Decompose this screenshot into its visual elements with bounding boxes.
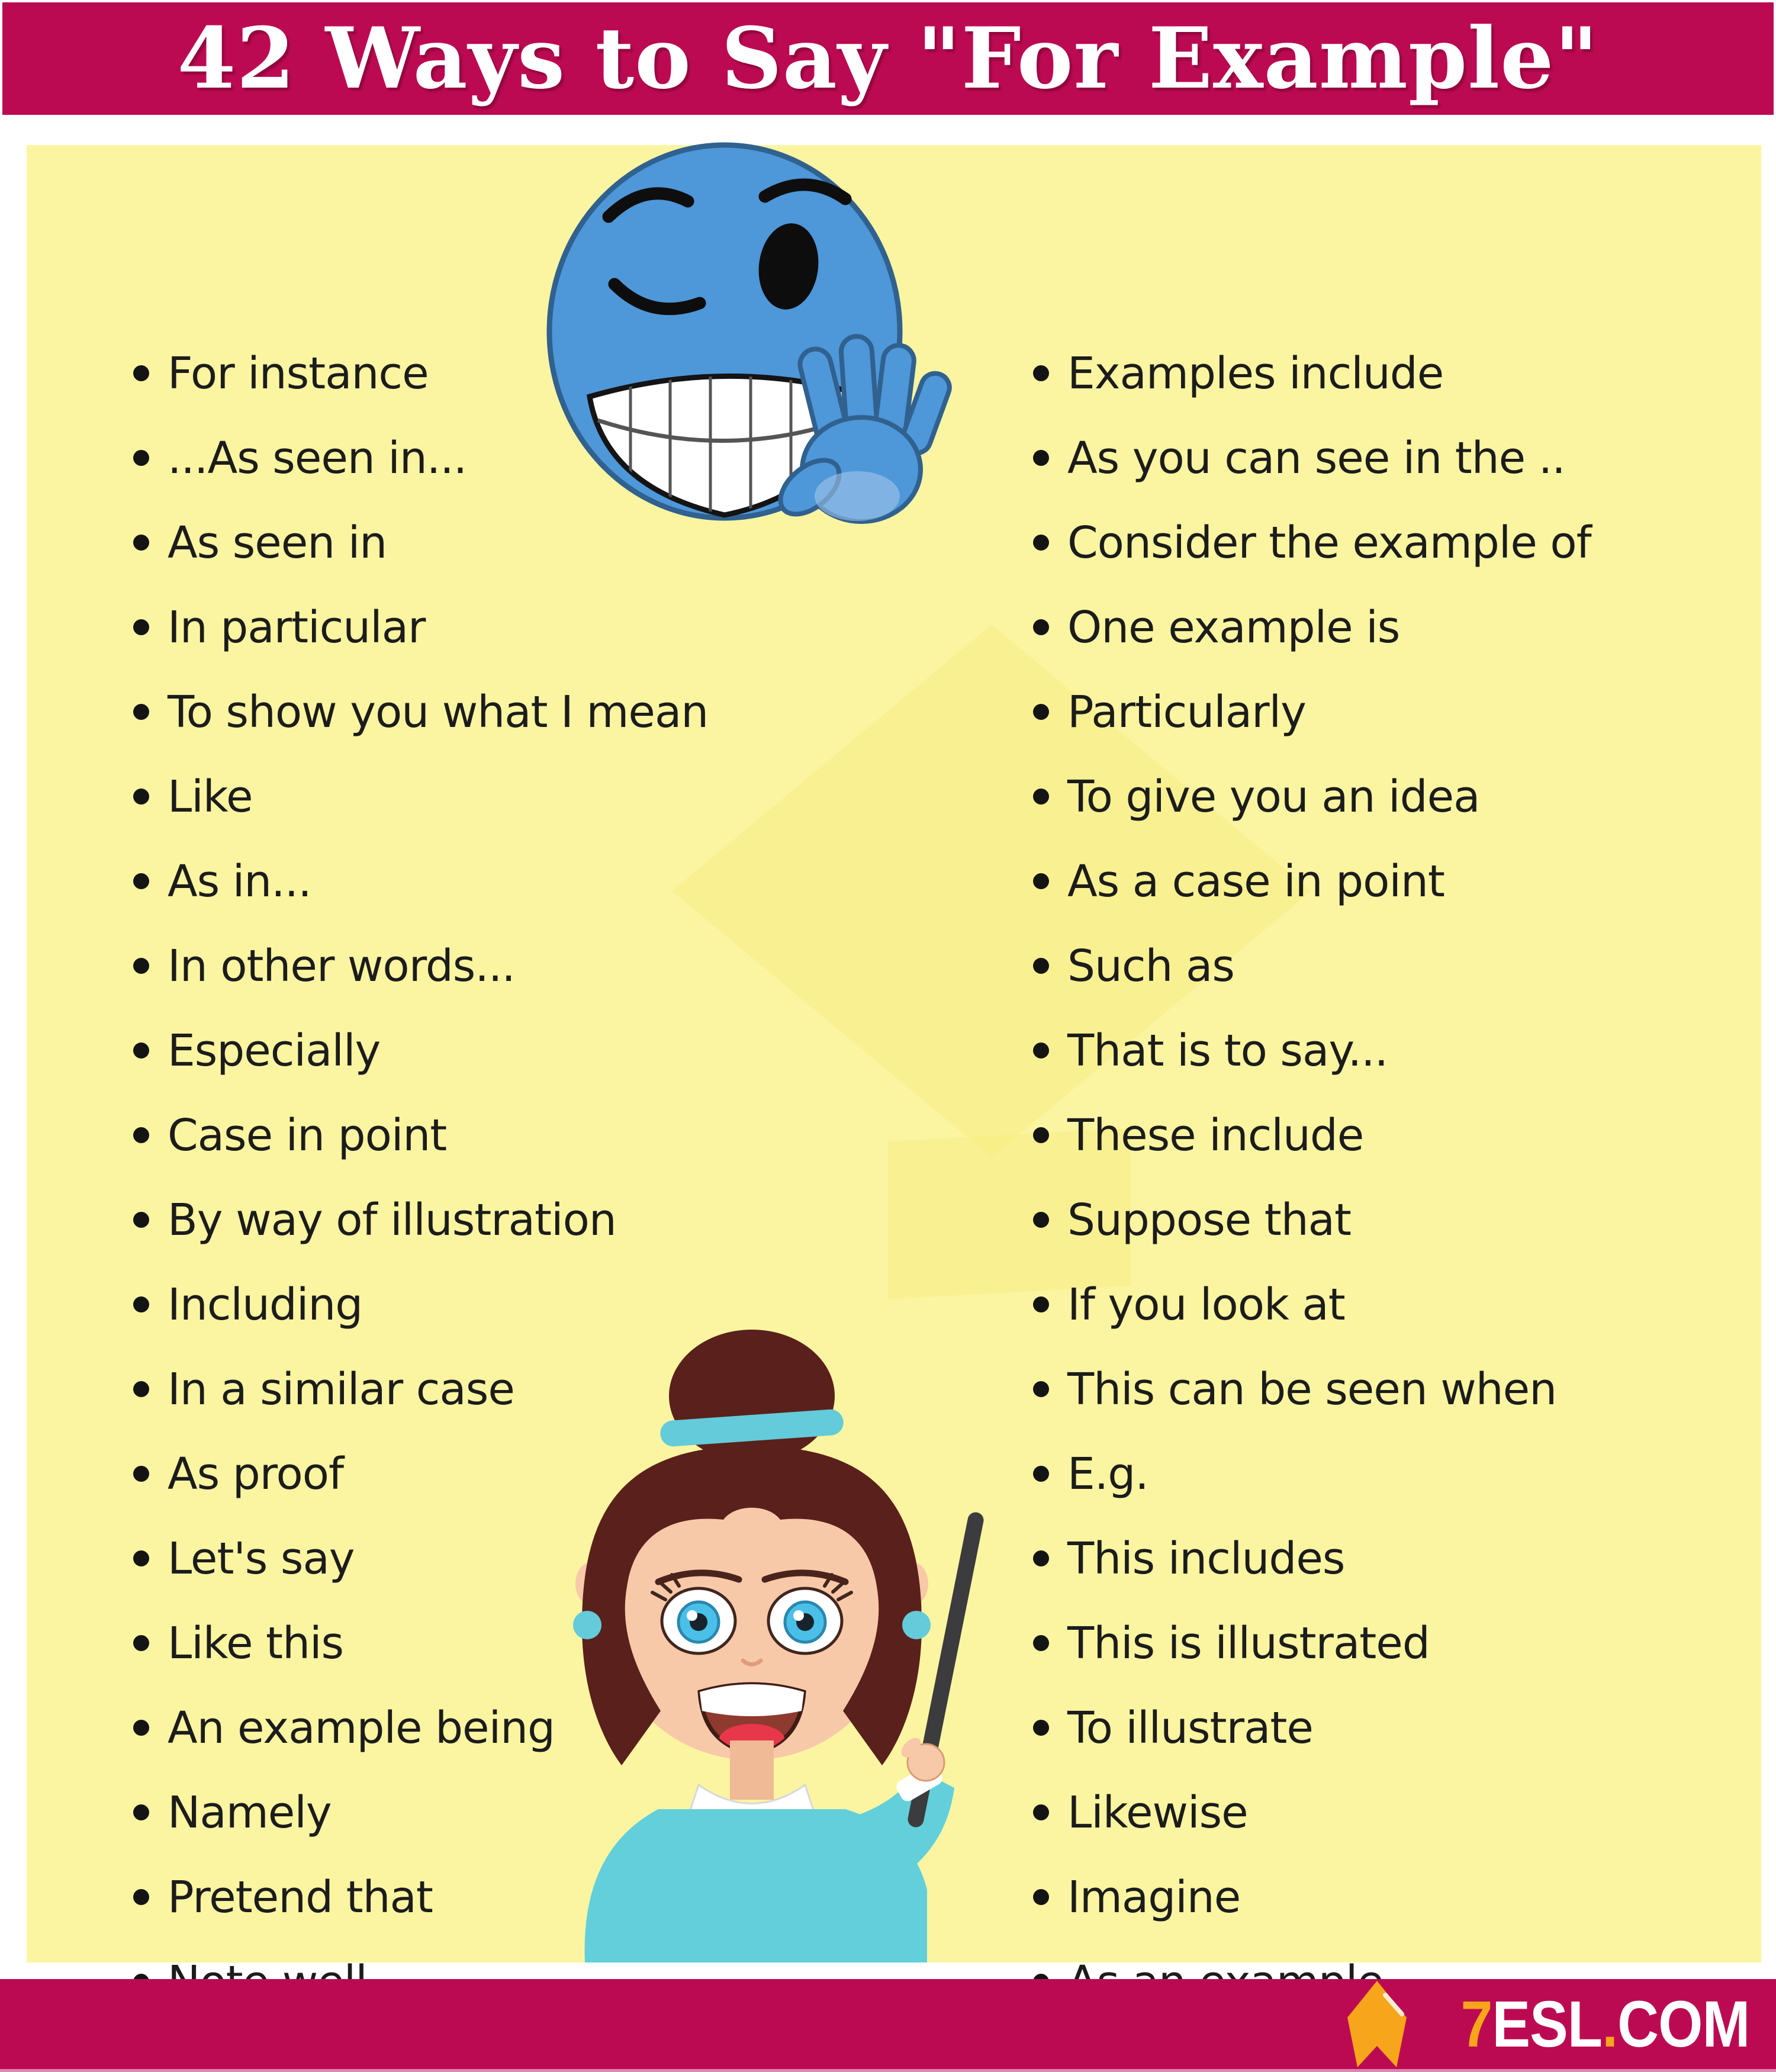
list-item-text: In particular (168, 601, 426, 653)
bullet-icon (133, 450, 149, 466)
bullet-icon (1033, 450, 1049, 466)
list-item-text: These include (1067, 1109, 1364, 1161)
list-item-text: Examples include (1067, 348, 1444, 399)
list-item (1033, 924, 1776, 1008)
list-item-text: This is illustrated (1067, 1617, 1430, 1669)
list-item-text: This can be seen when (1067, 1363, 1557, 1415)
bullet-icon (133, 1635, 149, 1651)
brand-com: COM (1617, 1987, 1749, 2061)
list-item (133, 1008, 962, 1093)
bullet-icon (1033, 1212, 1049, 1228)
list-item-text: Like (168, 771, 253, 822)
list-item-text: Including (168, 1279, 363, 1330)
bullet-icon (1033, 1296, 1049, 1312)
list-item-text: Pretend that (168, 1871, 433, 1923)
bullet-icon (1033, 1127, 1049, 1143)
list-item-text: Especially (168, 1025, 381, 1076)
list-item (1033, 1431, 1776, 1516)
list-item (1033, 1601, 1776, 1685)
list-item-text: As a case in point (1067, 855, 1444, 907)
teacher-icon (503, 1326, 1036, 1962)
bullet-icon (1033, 873, 1049, 889)
bullet-icon (133, 1296, 149, 1312)
list-item-text: Imagine (1067, 1871, 1241, 1923)
list-item (133, 670, 962, 754)
list-item (1033, 585, 1776, 670)
bullet-icon (133, 1127, 149, 1143)
list-item-text: As in... (168, 855, 311, 907)
list-item (1033, 1685, 1776, 1770)
bullet-icon (1033, 958, 1049, 974)
list-item (1033, 1855, 1776, 1939)
list-item-text: Such as (1067, 940, 1234, 992)
list-item (1033, 754, 1776, 839)
list-item-text: Suppose that (1067, 1194, 1351, 1246)
list-item (1033, 670, 1776, 754)
bullet-icon (133, 1212, 149, 1228)
list-item (1033, 1008, 1776, 1093)
brand-logo (1346, 1980, 1749, 2068)
list-item (1033, 500, 1776, 585)
page-title: 42 Ways to Say "For Example" (177, 9, 1599, 108)
list-item-text: As proof (168, 1448, 344, 1500)
brand-diamond-icon (1346, 1980, 1408, 2068)
list-item (133, 1177, 962, 1262)
list-item (1033, 1177, 1776, 1262)
list-item-text: In a similar case (168, 1363, 514, 1415)
bullet-icon (133, 704, 149, 720)
bullet-icon (1033, 789, 1049, 805)
list-item-text: If you look at (1067, 1279, 1345, 1330)
list-item (1033, 1262, 1776, 1347)
list-item (1033, 1093, 1776, 1177)
teacher-hair-bun (659, 1330, 844, 1462)
list-item-text: To give you an idea (1067, 771, 1480, 822)
list-item-text: Likewise (1067, 1787, 1248, 1838)
list-item-text: As you can see in the .. (1067, 432, 1565, 484)
bullet-icon (133, 1381, 149, 1397)
list-item (1033, 416, 1776, 500)
list-item-text: That is to say... (1067, 1025, 1388, 1076)
bullet-icon (133, 1889, 149, 1905)
list-item-text: E.g. (1067, 1448, 1148, 1500)
teacher-left-earring (573, 1611, 601, 1639)
bullet-icon (133, 1043, 149, 1058)
bullet-icon (133, 1466, 149, 1482)
list-item-text: Let's say (168, 1533, 355, 1584)
list-item (133, 754, 962, 839)
bullet-icon (133, 1804, 149, 1820)
bullet-icon (1033, 1043, 1049, 1058)
bullet-icon (1033, 704, 1049, 720)
list-item-text: Like this (168, 1617, 344, 1669)
list-item-text: To illustrate (1067, 1702, 1313, 1754)
list-item-text: Namely (168, 1787, 332, 1838)
winking-emoji-icon (509, 141, 971, 543)
teacher-right-earring (902, 1611, 931, 1639)
brand-esl: ESL (1492, 1987, 1602, 2061)
brand-wordmark (1460, 1987, 1749, 2062)
list-item (133, 1093, 962, 1177)
list-item-text: Consider the example of (1067, 517, 1591, 568)
bullet-icon (1033, 619, 1049, 635)
bullet-icon (133, 365, 149, 381)
bullet-icon (133, 1720, 149, 1736)
phrase-list-right (1033, 331, 1776, 2072)
bullet-icon (1033, 535, 1049, 551)
list-item-text: For instance (168, 348, 429, 399)
list-item-text: Case in point (168, 1109, 447, 1161)
footer-bar (0, 1979, 1776, 2069)
bullet-icon (133, 535, 149, 551)
bullet-icon (133, 873, 149, 889)
list-item (133, 924, 962, 1008)
bullet-icon (1033, 365, 1049, 381)
list-item-text: One example is (1067, 601, 1400, 653)
list-item (133, 585, 962, 670)
list-item-text: ...As seen in... (168, 432, 467, 484)
list-item-text: This includes (1067, 1533, 1345, 1584)
list-item (133, 839, 962, 924)
list-item (1033, 331, 1776, 416)
list-item-text: By way of illustration (168, 1194, 616, 1246)
list-item-text: In other words... (168, 940, 515, 992)
list-item (1033, 1770, 1776, 1855)
teacher-neck (730, 1740, 774, 1800)
list-item-text: To show you what I mean (168, 686, 709, 738)
list-item (1033, 1516, 1776, 1601)
bullet-icon (133, 1550, 149, 1566)
bullet-icon (133, 789, 149, 805)
list-item-text: As seen in (168, 517, 387, 568)
brand-dot: . (1601, 1987, 1617, 2061)
list-item-text: An example being (168, 1702, 555, 1754)
list-item (1033, 839, 1776, 924)
bullet-icon (133, 958, 149, 974)
list-item (1033, 1347, 1776, 1431)
bottom-edge-line (0, 2069, 1776, 2072)
header-bar (2, 2, 1774, 115)
list-item-text: Particularly (1067, 686, 1306, 738)
brand-seven: 7 (1460, 1987, 1492, 2061)
bullet-icon (133, 619, 149, 635)
